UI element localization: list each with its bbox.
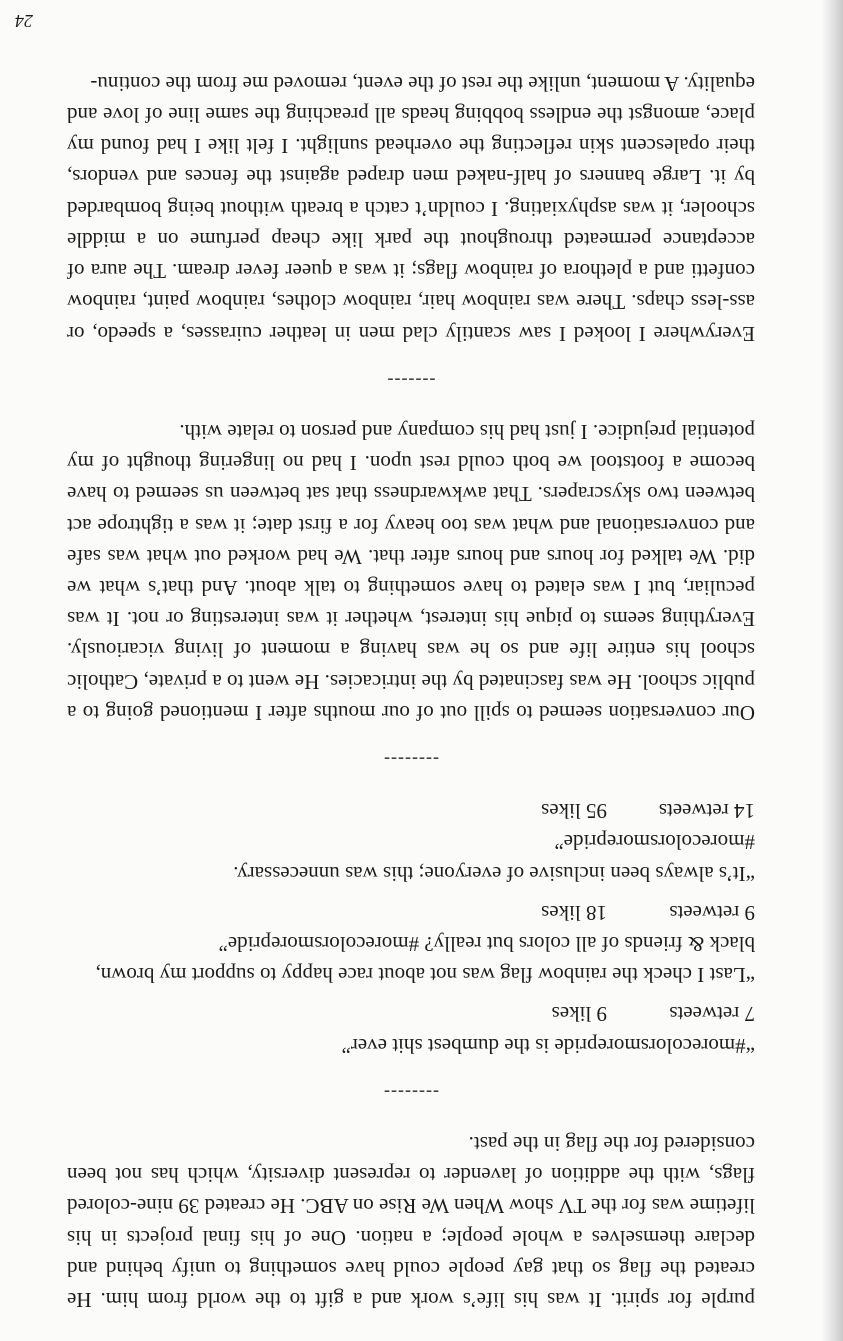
tweet-likes: 95 likes bbox=[541, 799, 607, 824]
tweet-stats bbox=[67, 795, 755, 826]
tweet-text: “It’s always been inclusive of everyone; this was unnecessary. #morecolorsmorepride” bbox=[233, 830, 755, 886]
tweet-item bbox=[67, 795, 755, 889]
tweet-retweets: 9 retweets bbox=[669, 900, 755, 925]
tweet-stats bbox=[67, 998, 755, 1029]
tweet-item bbox=[67, 897, 755, 991]
paragraph-pride-event: Everywhere I looked I saw scantily clad men in leather cuirasses, a speedo, or ass-less chaps. There was rainbow hair, rainbow clothes, rainbow paint, rainbow confetti and a plethora of rainbow flags; it was a queer fever dream. The aura of acceptance permeated throughout the park like cheap perfume on a middle schooler, it was asphyxiating. I couldn’t catch a breath without being bombarded by it. Large banners of half-naked men draped against the fences and vendors, their opalescent skin reflecting the overhead sunlight. I felt like I had found my place, amongst the endless bobbing heads all preaching the same line of love and equality. A moment, unlike the rest of the event, removed me from the continu- bbox=[67, 71, 755, 346]
tweet-stats bbox=[67, 897, 755, 928]
section-separator: ------- bbox=[386, 370, 436, 391]
tweet-retweets: 7 retweets bbox=[669, 1002, 755, 1027]
paragraph-first-date: Our conversation seemed to spill out of our mouths after I mentioned going to a public school. He was fascinated by the intricacies. He went to a private, Catholic school his entire life and so he was having a moment of living vicariously. Everything seems to pique his interest, whether it was interesting or not. It was peculiar, but I was elated to have something to talk about. And that’s what we did. We talked for hours and hours after that. We had worked out what was safe and conversational and what was too heavy for a first date; it was a tightrope act between two skyscrapers. That awkwardness that sat between us seemed to have become a footstool we both could rest upon. I had no lingering thought of my potential prejudice. I just had his company and person to relate with. bbox=[67, 419, 755, 725]
section-separator: -------- bbox=[383, 749, 439, 770]
page-text-block bbox=[67, 68, 755, 1315]
tweet-text: “Last I check the rainbow flag was not about race happy to support my brown, black & friends of all colors but really? #morecolorsmorepride” bbox=[95, 931, 755, 988]
page-gutter-shadow bbox=[821, 0, 843, 1341]
tweet-text: “#morecolorsmorepride is the dumbest shit ever” bbox=[341, 1033, 755, 1058]
tweet-likes: 18 likes bbox=[541, 900, 607, 925]
tweet-likes: 9 likes bbox=[551, 1002, 607, 1027]
section-separator: -------- bbox=[383, 1082, 439, 1103]
tweet-item bbox=[67, 998, 755, 1060]
tweet-retweets: 14 retweets bbox=[658, 799, 755, 824]
page-number: 24 bbox=[15, 11, 33, 31]
paragraph-flag-history: purple for spirit. It was his life’s work and a gift to the world from him. He created the flag so that gay people could have something to unify behind and declare themselves a whole people; a nation. One of his final projects in his lifetime was for the TV show When We Rise on ABC. He created 39 nine-colored flags, with the addition of lavender to represent diversity, which has not been considered for the flag in the past. bbox=[67, 1131, 755, 1312]
